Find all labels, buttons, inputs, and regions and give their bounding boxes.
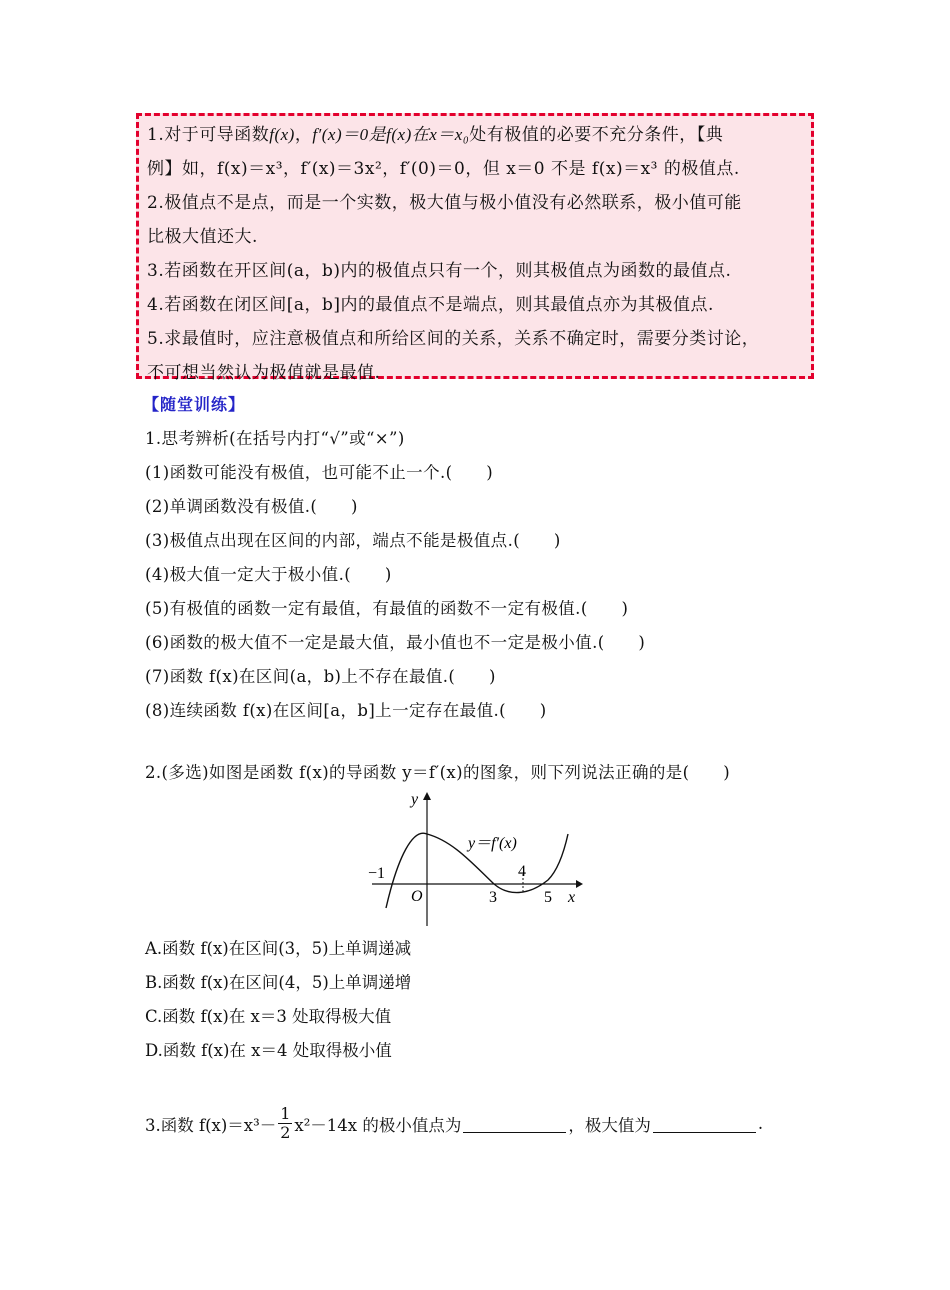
question-2-options (145, 932, 411, 1068)
tick-label-5: 5 (544, 889, 552, 906)
fraction-one-half: $\frac{1}{2}$ (280, 1104, 291, 1142)
answer-blank-min-point[interactable] (463, 1114, 566, 1133)
question-3-middle: x²－14x 的极小值点为 (294, 1115, 462, 1135)
judgement-item: (8)连续函数 f(x)在区间[a，b]上一定存在最值.( ) (145, 701, 547, 720)
y-axis-arrow-icon (423, 792, 431, 800)
derivative-graph (368, 786, 588, 931)
note-5: 5.求最值时，应注意极值点和所给区间的关系，关系不确定时，需要分类讨论， 不可想当然认为极值就是最值. (147, 329, 760, 383)
curve-label: y＝f′(x) (468, 835, 517, 852)
option-b: B.函数 f(x)在区间(4，5)上单调递增 (145, 973, 412, 992)
note-2: 2.极值点不是点，而是一个实数，极大值与极小值没有必然联系，极小值可能 比极大值还大. (147, 193, 742, 247)
origin-label: O (411, 888, 423, 905)
judgement-item: (1)函数可能没有极值，也可能不止一个.( ) (145, 463, 494, 482)
note-1: 1.对于可导函数f(x)，f′(x)＝0是f(x)在x＝x₀处有极值的必要不充分条件，【典 例】如，f(x)＝x³，f′(x)＝3x²，f′(0)＝0，但 x＝0 不是 f(x)＝x³ 的极值点. (147, 118, 803, 186)
option-c: C.函数 f(x)在 x＝3 处取得极大值 (145, 1007, 392, 1026)
y-axis-label: y (411, 791, 419, 808)
note-4: 4.若函数在闭区间[a，b]内的最值点不是端点，则其最值点亦为其极值点. (147, 295, 714, 315)
judgement-item: (5)有极值的函数一定有最值，有最值的函数不一定有极值.( ) (145, 599, 629, 618)
question-1 (145, 422, 645, 728)
question-3-sep: ，极大值为 (568, 1115, 651, 1135)
judgement-item: (6)函数的极大值不一定是最大值，最小值也不一定是极小值.( ) (145, 633, 646, 652)
answer-blank-max-value[interactable] (653, 1114, 756, 1133)
notes-box (136, 113, 814, 383)
question-2-stem: 2.(多选)如图是函数 f(x)的导函数 y＝f′(x)的图象，则下列说法正确的是( ) (145, 763, 731, 782)
question-2 (145, 756, 730, 790)
question-3-prefix: 3.函数 f(x)＝x³－ (145, 1115, 277, 1135)
question-1-stem: 1.思考辨析(在括号内打“√”或“×”) (145, 429, 405, 448)
x-axis-arrow-icon (576, 880, 583, 888)
section-title: 【随堂训练】 (143, 395, 246, 414)
question-3 (145, 1105, 763, 1142)
note-1-line2: 例】如，f(x)＝x³，f′(x)＝3x²，f′(0)＝0，但 x＝0 不是 f(x)＝x³ 的极值点. (147, 159, 740, 179)
tick-label-4: 4 (518, 863, 526, 880)
judgement-item: (2)单调函数没有极值.( ) (145, 497, 358, 516)
option-d: D.函数 f(x)在 x＝4 处取得极小值 (145, 1041, 392, 1060)
x-axis-label: x (568, 889, 576, 906)
option-a: A.函数 f(x)在区间(3，5)上单调递减 (145, 939, 412, 958)
question-3-end: . (757, 1114, 764, 1133)
note-3: 3.若函数在开区间(a，b)内的极值点只有一个，则其极值点为函数的最值点. (147, 261, 732, 281)
judgement-item: (3)极值点出现在区间的内部，端点不能是极值点.( ) (145, 531, 561, 550)
judgement-item: (7)函数 f(x)在区间(a，b)上不存在最值.( ) (145, 667, 496, 686)
tick-label-neg1: −1 (368, 865, 386, 882)
tick-label-3: 3 (489, 889, 497, 906)
judgement-item: (4)极大值一定大于极小值.( ) (145, 565, 392, 584)
